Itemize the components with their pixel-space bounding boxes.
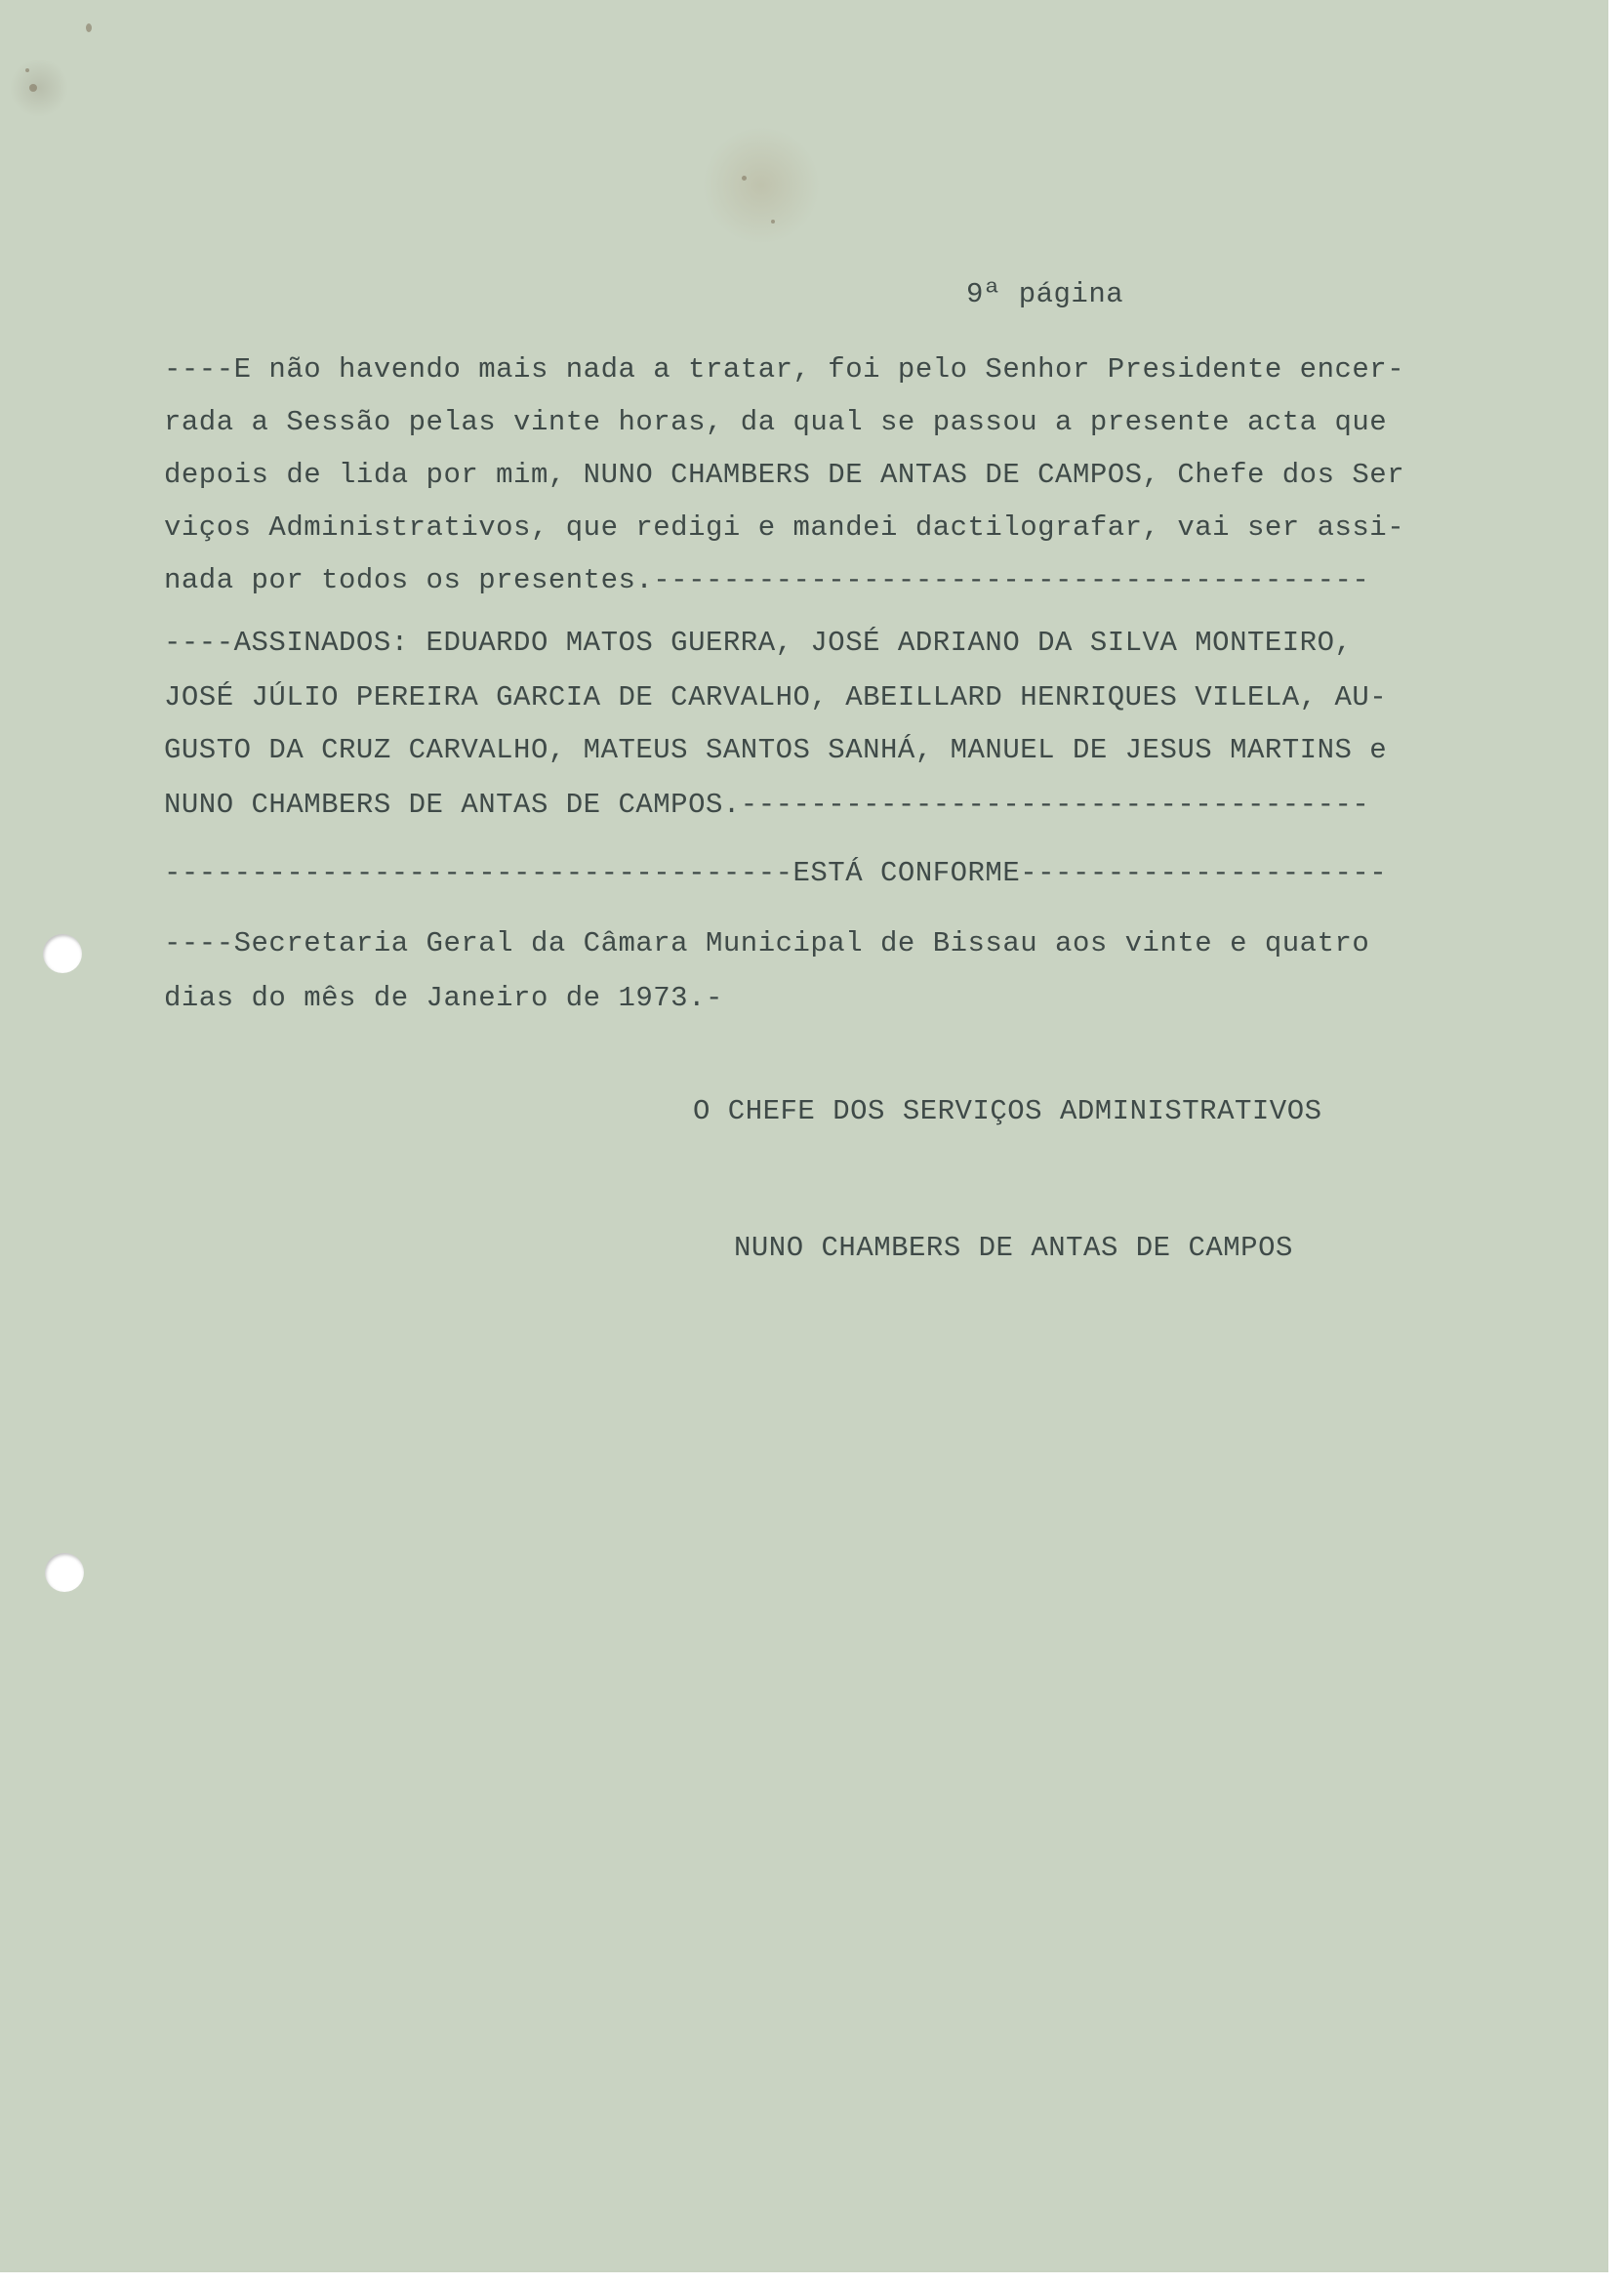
secretariat-line-2: dias do mês de Janeiro de 1973.- — [164, 982, 723, 1014]
signatures-line-2: JOSÉ JÚLIO PEREIRA GARCIA DE CARVALHO, ABEILLARD HENRIQUES VILELA, AU- — [164, 681, 1388, 714]
signatures-line-4: NUNO CHAMBERS DE ANTAS DE CAMPOS.------------------------------------ — [164, 789, 1370, 821]
closing-line-4: viços Administrativos, que redigi e mandei dactilografar, vai ser assi- — [164, 511, 1405, 544]
signatures-line-1: ----ASSINADOS: EDUARDO MATOS GUERRA, JOSÉ ADRIANO DA SILVA MONTEIRO, — [164, 627, 1353, 659]
ink-speck — [25, 68, 29, 72]
signature-name: NUNO CHAMBERS DE ANTAS DE CAMPOS — [734, 1232, 1293, 1264]
ink-speck — [29, 84, 37, 92]
closing-line-3: depois de lida por mim, NUNO CHAMBERS DE ANTAS DE CAMPOS, Chefe dos Ser — [164, 459, 1405, 491]
signatures-line-3: GUSTO DA CRUZ CARVALHO, MATEUS SANTOS SANHÁ, MANUEL DE JESUS MARTINS e — [164, 734, 1388, 766]
ink-speck — [742, 176, 747, 181]
punch-hole — [43, 934, 82, 973]
ink-speck — [86, 23, 92, 32]
signature-title: O CHEFE DOS SERVIÇOS ADMINISTRATIVOS — [693, 1095, 1322, 1127]
conformity-line: ------------------------------------ESTÁ CONFORME--------------------- — [164, 857, 1388, 889]
closing-line-1: ----E não havendo mais nada a tratar, foi pelo Senhor Presidente encer- — [164, 353, 1405, 386]
secretariat-line-1: ----Secretaria Geral da Câmara Municipal de Bissau aos vinte e quatro — [164, 927, 1370, 959]
closing-line-5: nada por todos os presentes.----------------------------------------- — [164, 564, 1370, 596]
page-edge-bottom — [0, 2272, 1624, 2284]
page-edge-right — [1608, 0, 1624, 2284]
ink-speck — [771, 220, 775, 224]
closing-line-2: rada a Sessão pelas vinte horas, da qual se passou a presente acta que — [164, 406, 1388, 438]
punch-hole — [45, 1553, 84, 1592]
page-number: 9ª página — [966, 278, 1124, 310]
